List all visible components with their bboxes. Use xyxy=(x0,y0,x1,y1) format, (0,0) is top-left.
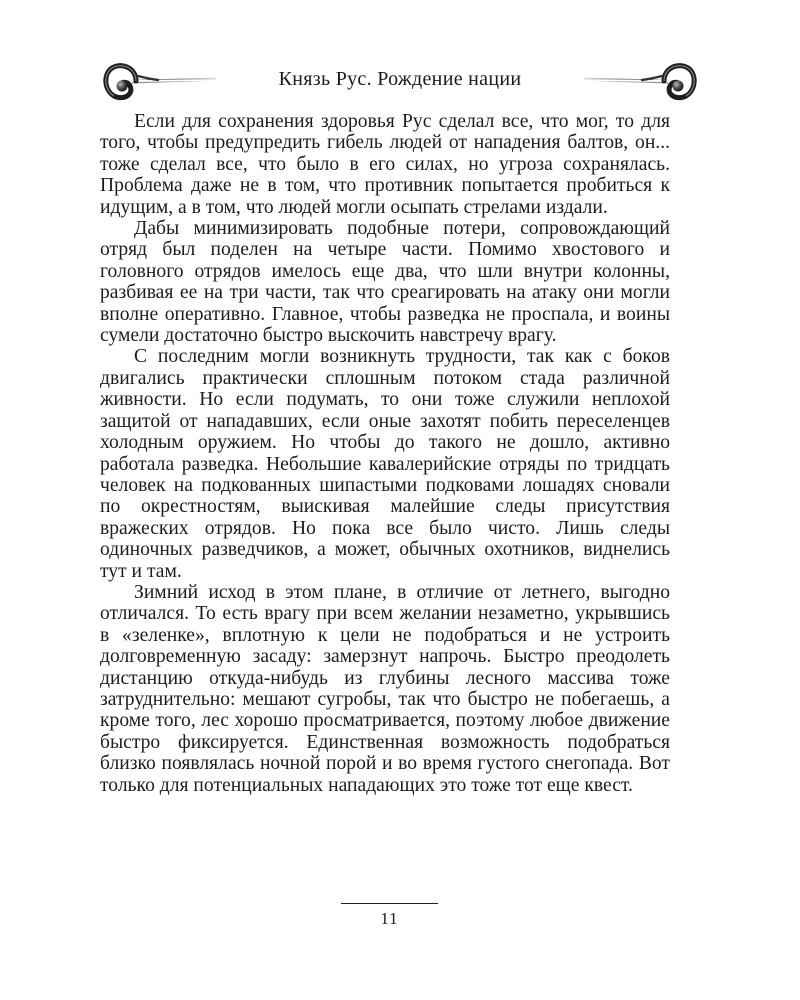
swirl-ornament-icon xyxy=(512,56,702,106)
paragraph: Дабы минимизировать подобные потери, сопровождающий отряд был поделен на четыре части. Помимо хвостового и головного отрядов имелось еще два, что шли внутри колонны, разбивая ее на три части, так что среагировать на атаку они могли вполне оперативно. Главное, чтобы разведка не проспала, и воины сумели достаточно быстро выскочить навстречу врагу. xyxy=(100,218,670,347)
body-text xyxy=(100,111,670,796)
footer-rule xyxy=(341,903,438,904)
paragraph: С последним могли возникнуть трудности, так как с боков двигались практически сплошным потоком стада различной живности. Но если подумать, то они тоже служили неплохой защитой от нападавших, если оные захотят побить переселенцев холодным оружием. Но чтобы до такого не дошло, активно работала разведка. Небольшие кавалерийские отряды по тридцать человек на подкованных шипастыми подковами лошадях сновали по окрестностям, выискивая малейшие следы присутствия вражеских отрядов. Но пока все было чисто. Лишь следы одиночных разведчиков, а может, обычных охотников, виднелись тут и там. xyxy=(100,346,670,582)
paragraph: Зимний исход в этом плане, в отличие от летнего, выгодно отличался. То есть врагу при всем желании незаметно, укрывшись в «зеленке», вплотную к цели не подобраться и не устроить долговременную засаду: замерзнут напрочь. Быстро преодолеть дистанцию откуда-нибудь из глубины лесного массива тоже затруднительно: мешают сугробы, так что быстро не побегаешь, а кроме того, лес хорошо просматривается, поэтому любое движение быстро фиксируется. Единственная возможность подобраться близко появлялась ночной порой и во время густого снегопада. Вот только для потенциальных нападающих это тоже тот еще квест. xyxy=(100,581,670,796)
running-header xyxy=(98,56,702,106)
running-title: Князь Рус. Рождение нации xyxy=(278,68,522,90)
paragraph: Если для сохранения здоровья Рус сделал все, что мог, то для того, чтобы предупредить гибель людей от нападения балтов, он... тоже сделал все, что было в его силах, но угроза сохранялась. Проблема даже не в том, что противник попытается пробиться к идущим, а в том, что людей могли осыпать стрелами издали. xyxy=(100,111,670,218)
page-number: 11 xyxy=(380,909,399,928)
